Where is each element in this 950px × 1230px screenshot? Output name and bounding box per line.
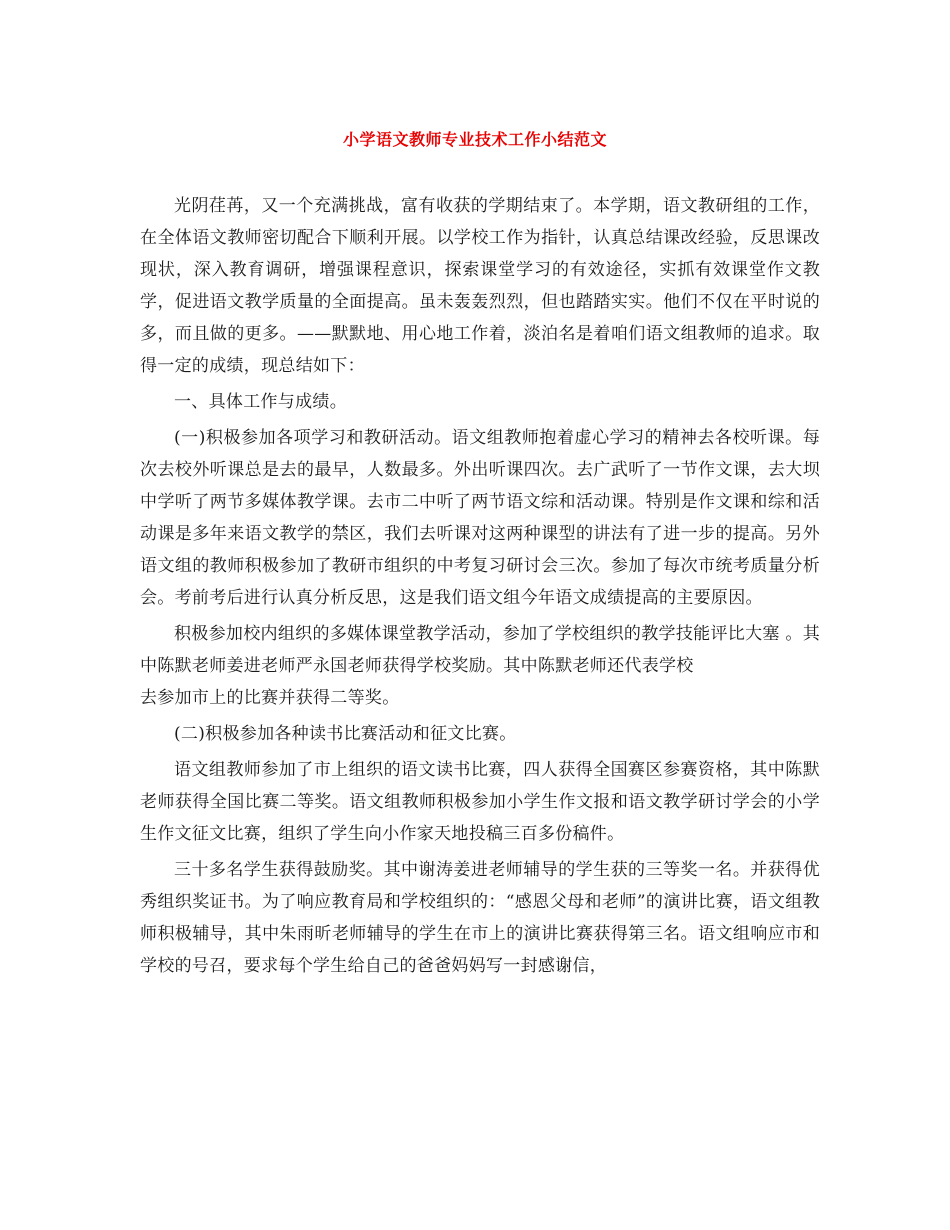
document-title: 小学语文教师专业技术工作小结范文: [342, 130, 607, 149]
paragraph-multimedia-contest: 积极参加校内组织的多媒体课堂教学活动，参加了学校组织的教学技能评比大塞 。其中陈默老师姜进老师严永国老师获得学校奖励。其中陈默老师还代表学校: [140, 624, 820, 676]
paragraph-study-activities: (一)积极参加各项学习和教研活动。语文组教师抱着虚心学习的精神去各校听课。每次去校外听课总是去的最早，人数最多。外出听课四次。去广武听了一节作文课，去大坝中学听了两节多媒体教学课。去市二中听了两节语文综和活动课。特别是作文课和综和活动课是多年来语文教学的禁区，我们去听课对这两种课型的讲法有了进一步的提高。另外语文组的教师积极参加了教研市组织的中考复习研讨会三次。参加了每次市统考质量分析会。考前考后进行认真分析反思，这是我们语文组今年语文成绩提高的主要原因。: [140, 428, 820, 608]
paragraph-intro: 光阴荏苒，又一个充满挑战，富有收获的学期结束了。本学期，语文教研组的工作，在全体语文教师密切配合下顺利开展。以学校工作为指针，认真总结课改经验，反思课改现状，深入教育调研，增强课程意识，探索课堂学习的有效途径，实抓有效课堂作文教学，促进语文教学质量的全面提高。虽未轰轰烈烈，但也踏踏实实。他们不仅在平时说的多，而且做的更多。——默默地、用心地工作着，淡泊名是着咱们语文组教师的追求。取得一定的成绩，现总结如下：: [140, 196, 820, 376]
paragraph-awards: 三十多名学生获得鼓励奖。其中谢涛姜进老师辅导的学生获的三等奖一名。并获得优秀组织奖证书。为了响应教育局和学校组织的：“感恩父母和老师”的演讲比赛，语文组教师积极辅导，其中朱雨昕老师辅导的学生在市上的演讲比赛获得第三名。语文组响应市和学校的号召，要求每个学生给自己的爸爸妈妈写一封感谢信，: [140, 860, 820, 976]
document-body: [140, 190, 820, 986]
paragraph-reading-contest: 语文组教师参加了市上组织的语文读书比赛，四人获得全国赛区参赛资格，其中陈默老师获得全国比赛二等奖。语文组教师积极参加小学生作文报和语文教学研讨学会的小学生作文征文比赛，组织了学生向小作家天地投稿三百多份稿件。: [140, 760, 820, 844]
section-heading-1: 一、具体工作与成绩。: [174, 392, 347, 412]
paragraph-multimedia-contest-cont: 去参加市上的比赛并获得二等奖。: [140, 688, 400, 708]
section-heading-2: (二)积极参加各种读书比赛活动和征文比赛。: [174, 724, 517, 744]
